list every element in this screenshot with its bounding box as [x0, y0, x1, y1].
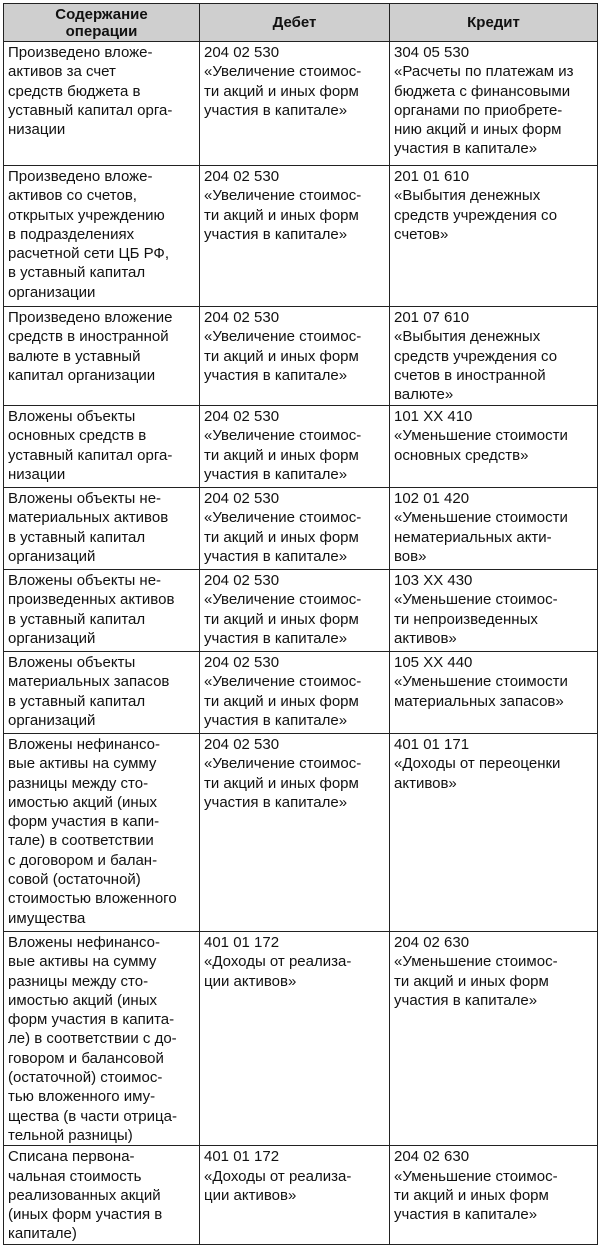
debit-cell: 204 02 530 «Увеличение стоимос- ти акций и иных форм участия в капитале»: [200, 734, 390, 932]
operation-cell: Списана первона- чальная стоимость реализованных акций (иных форм участия в капитале): [4, 1146, 200, 1245]
table-row: [4, 42, 598, 166]
credit-cell: 103 XX 430 «Уменьшение стоимос- ти непроизведенных активов»: [390, 570, 598, 652]
credit-cell: 401 01 171 «Доходы от переоценки активов»: [390, 734, 598, 932]
debit-cell: 204 02 530 «Увеличение стоимос- ти акций и иных форм участия в капитале»: [200, 406, 390, 488]
operation-cell: Произведено вложение средств в иностранной валюте в уставный капитал организации: [4, 307, 200, 406]
table-row: [4, 488, 598, 570]
operation-cell: Произведено вложе- активов со счетов, открытых учреждению в подразделениях расчетной сети ЦБ РФ, в уставный капитал организации: [4, 166, 200, 307]
debit-cell: 204 02 530 «Увеличение стоимос- ти акций и иных форм участия в капитале»: [200, 488, 390, 570]
credit-cell: 304 05 530 «Расчеты по платежам из бюджета с финансовыми органами по приобрете- нию акций и иных форм участия в капитале»: [390, 42, 598, 166]
credit-cell: 101 XX 410 «Уменьшение стоимости основных средств»: [390, 406, 598, 488]
operation-cell: Произведено вложе- активов за счет средств бюджета в уставный капитал орга- низации: [4, 42, 200, 166]
operation-cell: Вложены объекты основных средств в уставный капитал орга- низации: [4, 406, 200, 488]
credit-cell: 102 01 420 «Уменьшение стоимости нематериальных акти- вов»: [390, 488, 598, 570]
credit-cell: 201 01 610 «Выбытия денежных средств учреждения со счетов»: [390, 166, 598, 307]
operation-cell: Вложены нефинансо- вые активы на сумму разницы между сто- имостью акций (иных форм участия в капи- тале) в соответствии с договором и балан- совой (остаточной) стоимостью вложенного имущества: [4, 734, 200, 932]
table-row: [4, 932, 598, 1146]
credit-cell: 204 02 630 «Уменьшение стоимос- ти акций и иных форм участия в капитале»: [390, 1146, 598, 1245]
debit-cell: 204 02 530 «Увеличение стоимос- ти акций и иных форм участия в капитале»: [200, 166, 390, 307]
operation-cell: Вложены объекты не- произведенных активов в уставный капитал организаций: [4, 570, 200, 652]
table-row: [4, 406, 598, 488]
table-row: [4, 166, 598, 307]
table-row: [4, 570, 598, 652]
debit-cell: 204 02 530 «Увеличение стоимос- ти акций и иных форм участия в капитале»: [200, 307, 390, 406]
debit-cell: 401 01 172 «Доходы от реализа- ции активов»: [200, 1146, 390, 1245]
table-row: [4, 1146, 598, 1245]
table-row: [4, 307, 598, 406]
credit-cell: 204 02 630 «Уменьшение стоимос- ти акций и иных форм участия в капитале»: [390, 932, 598, 1146]
credit-cell: 105 XX 440 «Уменьшение стоимости материальных запасов»: [390, 652, 598, 734]
header-credit: Кредит: [390, 4, 598, 42]
table-row: [4, 652, 598, 734]
debit-cell: 204 02 530 «Увеличение стоимос- ти акций и иных форм участия в капитале»: [200, 570, 390, 652]
header-debit: Дебет: [200, 4, 390, 42]
credit-cell: 201 07 610 «Выбытия денежных средств учреждения со счетов в иностранной валюте»: [390, 307, 598, 406]
debit-cell: 401 01 172 «Доходы от реализа- ции активов»: [200, 932, 390, 1146]
operation-cell: Вложены нефинансо- вые активы на сумму разницы между сто- имостью акций (иных форм участия в капита- ле) в соответствии с до- говором и балансовой (остаточной) стоимос- тью вложенного иму- щества (в части отрица- тельной разницы): [4, 932, 200, 1146]
table-row: [4, 734, 598, 932]
accounting-entries-table: [3, 3, 598, 1245]
debit-cell: 204 02 530 «Увеличение стоимос- ти акций и иных форм участия в капитале»: [200, 42, 390, 166]
operation-cell: Вложены объекты не- материальных активов в уставный капитал организаций: [4, 488, 200, 570]
operation-cell: Вложены объекты материальных запасов в уставный капитал организаций: [4, 652, 200, 734]
header-operation: Содержание операции: [4, 4, 200, 42]
debit-cell: 204 02 530 «Увеличение стоимос- ти акций и иных форм участия в капитале»: [200, 652, 390, 734]
header-row: [4, 4, 598, 42]
